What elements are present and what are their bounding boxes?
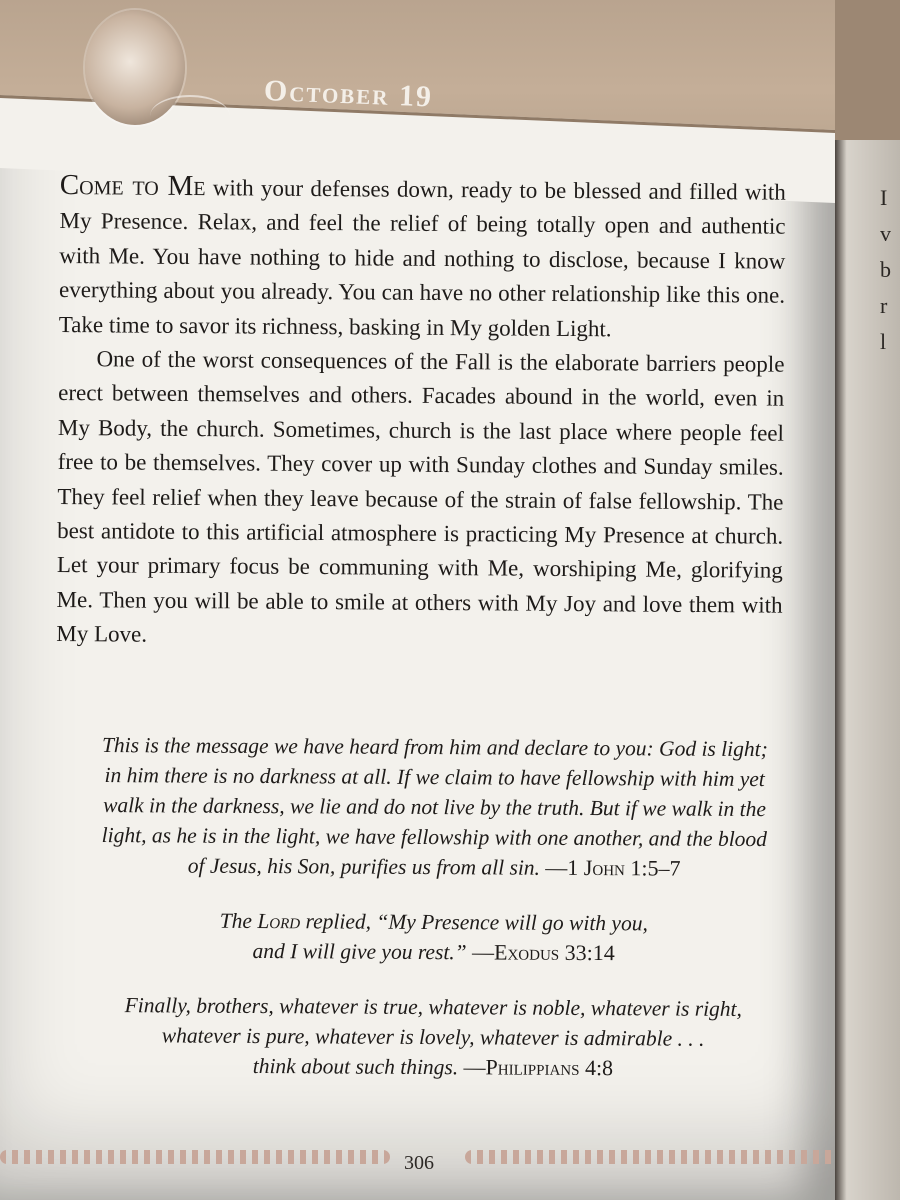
scripture-2-lord: Lord xyxy=(257,908,301,934)
scripture-3-line-1: Finally, brothers, whatever is true, whatever is noble, whatever is right, xyxy=(124,993,743,1021)
scripture-2-reference: —Exodus 33:14 xyxy=(471,939,615,966)
devotional-text xyxy=(56,168,786,657)
scripture-1-reference: —1 John 1:5–7 xyxy=(545,854,681,881)
next-page-letter: v xyxy=(880,221,891,246)
next-page-letter: l xyxy=(880,329,887,354)
scripture-2-prefix: The xyxy=(219,908,258,933)
scripture-quote-3 xyxy=(93,990,774,1084)
swirl-ornament xyxy=(150,95,230,137)
next-page-letter: r xyxy=(880,293,888,318)
scripture-2-line-2: and I will give you rest.” xyxy=(252,938,467,965)
devotional-paragraph-2: One of the worst consequences of the Fall is the elaborate barriers people erect between themselves and others. Facades abound in the world, even in My Body, the church. Sometimes, church is the last place where people feel free to be themselves. They cover up with Sunday clothes and Sunday smiles. They feel relief when they leave because of the strain of false fellowship. The best antidote to this artificial atmosphere is practicing My Presence at church. Let your primary focus be communing with Me, worshiping Me, glorifying Me. Then you will be able to smile at others with My Joy and love them with My Love. xyxy=(56,346,785,647)
page-number: 306 xyxy=(404,1152,434,1174)
next-page-text-fragment xyxy=(880,180,900,360)
scripture-1-text: This is the message we have heard from him and declare to you: God is light; in him there is no darkness at all. If we claim to have fellowship with him yet walk in the darkness, we lie and do not live by the truth. But if we walk in the light, as he is in the light, we have fellowship with one another, and the blood of Jesus, his Son, purifies us from all sin. xyxy=(101,733,768,880)
devotional-paragraph-1 xyxy=(59,168,786,348)
next-page-letter: b xyxy=(880,257,891,282)
next-page-header-band xyxy=(835,0,900,140)
lead-in-phrase: Come to Me xyxy=(59,168,206,203)
next-page-edge xyxy=(835,0,900,1200)
scripture-2-line-1: replied, “My Presence will go with you, xyxy=(300,909,648,936)
scripture-quotes xyxy=(93,730,775,1109)
footer-ornament-left xyxy=(0,1150,390,1164)
scripture-3-reference: —Philippians 4:8 xyxy=(463,1054,614,1081)
next-page-letter: I xyxy=(880,185,888,210)
scripture-quote-1 xyxy=(94,730,775,884)
scripture-3-line-2: whatever is pure, whatever is lovely, whatever is admirable . . . xyxy=(161,1023,705,1051)
page-date-heading: October 19 xyxy=(263,74,434,114)
scripture-quote-2 xyxy=(94,905,774,969)
scripture-3-line-3: think about such things. xyxy=(252,1053,459,1080)
paragraph-1-body: with your defenses down, ready to be blessed and filled with My Presence. Relax, and feel the relief of being totally open and authentic with Me. You have nothing to hide and nothing to disclose, because I know everything about you already. You can have no other relationship like this one. Take time to savor its richness, basking in My golden Light. xyxy=(58,175,786,341)
